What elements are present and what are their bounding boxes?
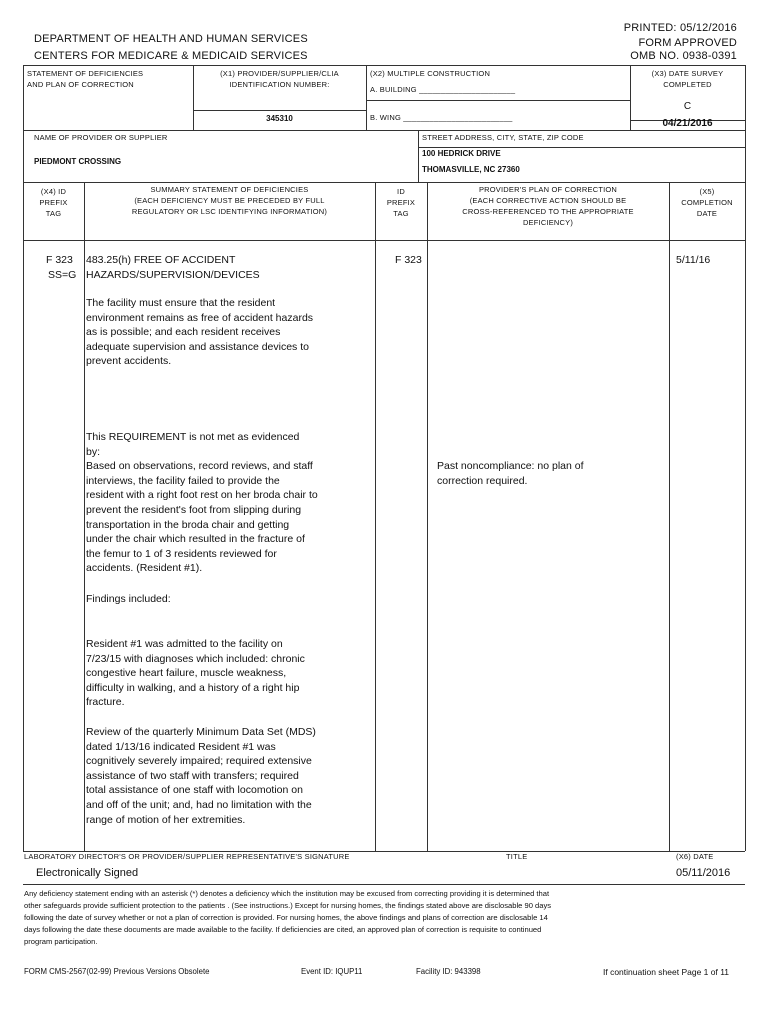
completion-date: 5/11/16 [676, 254, 711, 266]
omb-number: OMB NO. 0938-0391 [630, 50, 737, 62]
building-line: A. BUILDING ______________________ [370, 85, 516, 94]
x3-label: (X3) DATE SURVEY COMPLETED [651, 69, 724, 89]
deficiency-title: 483.25(h) FREE OF ACCIDENT HAZARDS/SUPERVISION/DEVICES [86, 254, 260, 281]
disclaimer-text: Any deficiency statement ending with an asterisk (*) denotes a deficiency which the institution may be excused from correcting providing it is determined that other safeguards provide sufficient protection to the patients . (See instructions.) Except for nursing homes, the findings stated above are disclosable 90 days following the date of survey whether or not a plan of correction is provided. For nursing homes, the above findings and plans of correction are disclosable 14 days following the date these documents are made available to the facility. If deficiencies are cited, an approved plan of correction is requisite to continued program participation. [24, 889, 552, 946]
date-label: (X6) DATE [676, 852, 714, 861]
address-line1: 100 HEDRICK DRIVE [422, 149, 501, 158]
deficiency-paragraph-4: Resident #1 was admitted to the facility on 7/23/15 with diagnoses which included: chronic congestive heart failure, muscle weakness, difficulty in walking, and a history of a right hip fracture. [86, 638, 305, 709]
deficiency-paragraph-5: Review of the quarterly Minimum Data Set (MDS) dated 1/13/16 indicated Resident #1 was cognitively severely impaired; required extensive assistance of two staff with transfers; required total assistance of one staff with locomotion on and off of the unit; and, had no limitation with the range of motion of her extremities. [86, 726, 316, 826]
wing-line: B. WING _________________________ [370, 113, 513, 122]
scope-severity: SS=G [48, 269, 77, 281]
printed-date: PRINTED: 05/12/2016 [623, 22, 737, 34]
event-id: Event ID: IQUP11 [301, 967, 363, 976]
form-number: FORM CMS-2567(02-99) Previous Versions Obsolete [24, 967, 210, 976]
tag-prefix: F 323 [46, 254, 73, 266]
provider-name: PIEDMONT CROSSING [34, 157, 122, 166]
provider-id: 345310 [266, 114, 293, 123]
survey-code: C [683, 101, 692, 112]
provider-name-label: NAME OF PROVIDER OR SUPPLIER [34, 133, 168, 142]
deficiency-paragraph-3: Findings included: [86, 593, 171, 605]
electronic-signature: Electronically Signed [36, 867, 139, 879]
x1-label: (X1) PROVIDER/SUPPLIER/CLIA IDENTIFICATION NUMBER: [220, 69, 339, 89]
facility-id: Facility ID: 943398 [416, 967, 481, 976]
x2-label: (X2) MULTIPLE CONSTRUCTION [370, 69, 491, 78]
statement-label: STATEMENT OF DEFICIENCIES AND PLAN OF CORRECTION [27, 69, 144, 89]
title-label: TITLE [506, 852, 528, 861]
form-approved: FORM APPROVED [638, 37, 737, 49]
address-label: STREET ADDRESS, CITY, STATE, ZIP CODE [422, 133, 584, 142]
deficiency-paragraph-2: This REQUIREMENT is not met as evidenced by: Based on observations, record reviews, and staff interviews, the facility failed to provide the resident with a right foot rest on her broda chair to prevent the resident's foot from slipping during transportation in the broda chair and getting under the chair which resulted in the fracture of the femur to 1 of 3 residents reviewed for accidents. (Resident #1). [86, 431, 318, 575]
deficiency-paragraph-1: The facility must ensure that the resident environment remains as free of accident hazards as is possible; and each resident receives adequate supervision and assistance devices to prevent accidents. [86, 297, 314, 368]
id-prefix-tag: F 323 [395, 254, 422, 266]
col-x4-header: (X4) ID PREFIX TAG [39, 187, 68, 218]
department-name: DEPARTMENT OF HEALTH AND HUMAN SERVICES [34, 33, 308, 45]
address-line2: THOMASVILLE, NC 27360 [422, 165, 520, 174]
plan-of-correction: Past noncompliance: no plan of correction required. [437, 460, 584, 487]
signature-date: 05/11/2016 [676, 867, 731, 879]
continuation-page: If continuation sheet Page 1 of 11 [603, 967, 730, 977]
col-id-header: ID PREFIX TAG [386, 187, 416, 218]
col-summary-header: SUMMARY STATEMENT OF DEFICIENCIES (EACH DEFICIENCY MUST BE PRECEDED BY FULL REGULATORY OR LSC IDENTIFYING INFORMATION) [131, 185, 328, 216]
signature-label: LABORATORY DIRECTOR'S OR PROVIDER/SUPPLIER REPRESENTATIVE'S SIGNATURE [24, 852, 350, 861]
survey-date: 04/21/2016 [662, 118, 713, 129]
centers-name: CENTERS FOR MEDICARE & MEDICAID SERVICES [34, 50, 308, 62]
col-x5-header: (X5) COMPLETION DATE [681, 187, 733, 218]
col-plan-header: PROVIDER'S PLAN OF CORRECTION (EACH CORRECTIVE ACTION SHOULD BE CROSS-REFERENCED TO THE APPROPRIATE DEFICIENCY) [462, 185, 634, 227]
